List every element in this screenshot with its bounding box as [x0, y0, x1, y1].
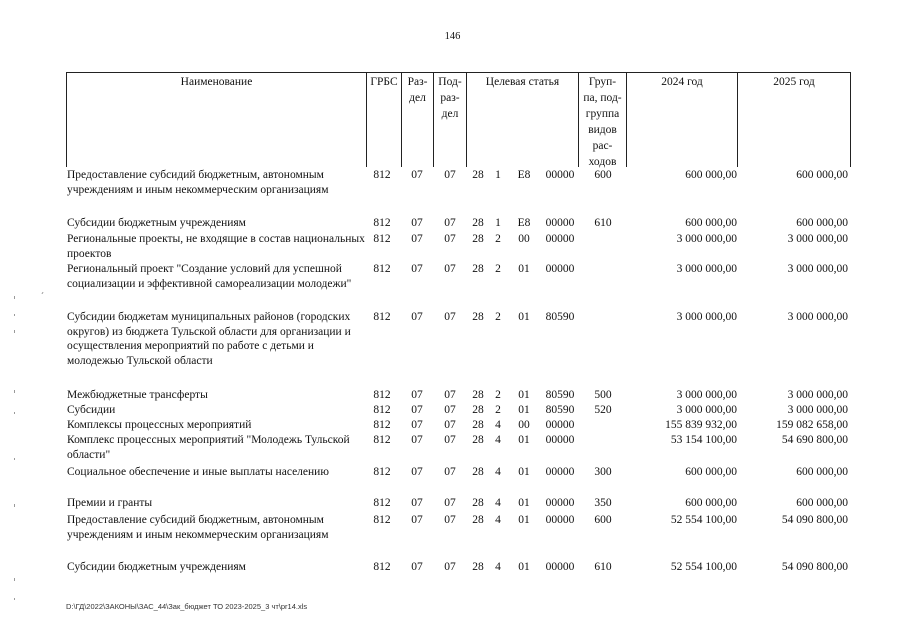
cell-t4: 00000 [545, 419, 575, 431]
cell-grbs: 812 [373, 497, 391, 509]
cell-t3: 01 [518, 263, 530, 275]
cell-t3: 01 [518, 434, 530, 446]
cell-t3: 01 [518, 514, 530, 526]
cell-vr: 300 [594, 466, 612, 478]
cell-grbs: 812 [373, 419, 391, 431]
cell-podrazdel: 07 [444, 311, 456, 323]
cell-y2025: 54 090 800,00 [781, 561, 848, 573]
cell-y2024: 52 554 100,00 [670, 514, 737, 526]
cell-y2024: 53 154 100,00 [670, 434, 737, 446]
row-name: Субсидии бюджетным учреждениям [67, 217, 246, 229]
cell-t3: 01 [518, 561, 530, 573]
cell-y2025: 54 090 800,00 [781, 514, 848, 526]
cell-y2024: 3 000 000,00 [676, 263, 737, 275]
cell-y2025: 3 000 000,00 [787, 263, 848, 275]
header-group: Груп- па, под- группа видов рас- ходов [583, 76, 622, 168]
row-name: Предоставление субсидий бюджетным, автономным учреждениям и иным некоммерческим организациям [67, 169, 329, 196]
cell-t1: 28 [472, 514, 484, 526]
cell-y2025: 600 000,00 [796, 217, 848, 229]
cell-grbs: 812 [373, 561, 391, 573]
cell-y2025: 600 000,00 [796, 169, 848, 181]
cell-podrazdel: 07 [444, 217, 456, 229]
row-name: Межбюджетные трансферты [67, 389, 208, 401]
cell-t1: 28 [472, 561, 484, 573]
cell-t2: 1 [495, 169, 501, 181]
cell-t4: 00000 [545, 497, 575, 509]
cell-t1: 28 [472, 466, 484, 478]
cell-t3: 00 [518, 233, 530, 245]
cell-grbs: 812 [373, 263, 391, 275]
cell-t1: 28 [472, 217, 484, 229]
cell-y2024: 600 000,00 [685, 217, 737, 229]
header-2024: 2024 год [661, 76, 703, 88]
cell-grbs: 812 [373, 514, 391, 526]
cell-grbs: 812 [373, 404, 391, 416]
cell-podrazdel: 07 [444, 561, 456, 573]
cell-vr: 600 [594, 169, 612, 181]
cell-grbs: 812 [373, 311, 391, 323]
cell-t4: 00000 [545, 217, 575, 229]
cell-t2: 4 [495, 561, 501, 573]
cell-vr: 350 [594, 497, 612, 509]
cell-y2024: 600 000,00 [685, 466, 737, 478]
cell-podrazdel: 07 [444, 169, 456, 181]
row-name: Субсидии [67, 404, 116, 416]
cell-t1: 28 [472, 497, 484, 509]
header-name: Наименование [180, 76, 253, 88]
cell-podrazdel: 07 [444, 389, 456, 401]
cell-t3: E8 [517, 169, 531, 181]
cell-y2024: 155 839 932,00 [665, 419, 737, 431]
cell-y2025: 54 690 800,00 [781, 434, 848, 446]
cell-t1: 28 [472, 419, 484, 431]
row-name: Социальное обеспечение и иные выплаты населению [67, 466, 329, 478]
cell-razdel: 07 [411, 466, 423, 478]
cell-razdel: 07 [411, 514, 423, 526]
cell-razdel: 07 [411, 389, 423, 401]
cell-podrazdel: 07 [444, 497, 456, 509]
cell-t4: 80590 [545, 311, 575, 323]
header-grbs: ГРБС [370, 76, 398, 88]
cell-t2: 2 [495, 233, 501, 245]
cell-podrazdel: 07 [444, 419, 456, 431]
cell-t4: 00000 [545, 263, 575, 275]
cell-grbs: 812 [373, 233, 391, 245]
cell-t2: 4 [495, 497, 501, 509]
cell-y2024: 52 554 100,00 [670, 561, 737, 573]
cell-t4: 00000 [545, 561, 575, 573]
cell-razdel: 07 [411, 404, 423, 416]
cell-t4: 00000 [545, 233, 575, 245]
cell-y2025: 3 000 000,00 [787, 389, 848, 401]
cell-t2: 4 [495, 466, 501, 478]
cell-vr: 500 [594, 389, 612, 401]
cell-razdel: 07 [411, 497, 423, 509]
cell-t2: 2 [495, 404, 501, 416]
cell-t3: 01 [518, 311, 530, 323]
cell-podrazdel: 07 [444, 263, 456, 275]
row-name: Предоставление субсидий бюджетным, автономным учреждениям и иным некоммерческим организациям [67, 514, 329, 541]
cell-t1: 28 [472, 389, 484, 401]
cell-t4: 00000 [545, 514, 575, 526]
cell-t2: 2 [495, 389, 501, 401]
cell-razdel: 07 [411, 419, 423, 431]
cell-y2025: 159 082 658,00 [776, 419, 848, 431]
header-razdel: Раз- дел [407, 76, 428, 104]
cell-vr: 610 [594, 561, 612, 573]
row-name: Региональный проект "Создание условий для успешной социализации и эффективной самореализации молодежи" [67, 263, 352, 290]
cell-razdel: 07 [411, 233, 423, 245]
cell-razdel: 07 [411, 434, 423, 446]
cell-razdel: 07 [411, 561, 423, 573]
cell-vr: 610 [594, 217, 612, 229]
header-target: Целевая статья [485, 76, 560, 88]
cell-t2: 4 [495, 514, 501, 526]
cell-grbs: 812 [373, 217, 391, 229]
cell-grbs: 812 [373, 466, 391, 478]
cell-razdel: 07 [411, 217, 423, 229]
cell-t4: 80590 [545, 404, 575, 416]
cell-t3: 01 [518, 389, 530, 401]
row-name: Субсидии бюджетам муниципальных районов (городских округов) из бюджета Тульской области для организации и осуществления мероприятий по работе с детьми и молодежью Тульской области [67, 311, 351, 367]
cell-podrazdel: 07 [444, 514, 456, 526]
cell-razdel: 07 [411, 169, 423, 181]
cell-t2: 2 [495, 263, 501, 275]
cell-t4: 00000 [545, 466, 575, 478]
cell-t3: 00 [518, 419, 530, 431]
cell-t2: 4 [495, 434, 501, 446]
cell-grbs: 812 [373, 389, 391, 401]
cell-t2: 4 [495, 419, 501, 431]
cell-razdel: 07 [411, 311, 423, 323]
row-name: Субсидии бюджетным учреждениям [67, 561, 246, 573]
cell-t1: 28 [472, 263, 484, 275]
cell-t4: 00000 [545, 434, 575, 446]
cell-y2025: 3 000 000,00 [787, 311, 848, 323]
header-podrazdel: Под- раз- дел [438, 76, 462, 120]
cell-y2024: 3 000 000,00 [676, 389, 737, 401]
footer-file-path: D:\ГД\2022\ЗАКОНЫ\ЗАС_44\Зак_бюджет ТО 2023-2025_3 чт\pr14.xls [66, 602, 308, 611]
cell-t1: 28 [472, 169, 484, 181]
row-name: Региональные проекты, не входящие в состав национальных проектов [67, 233, 365, 260]
cell-y2025: 3 000 000,00 [787, 233, 848, 245]
header-2025: 2025 год [773, 76, 815, 88]
cell-t3: E8 [517, 217, 531, 229]
cell-grbs: 812 [373, 434, 391, 446]
cell-t2: 2 [495, 311, 501, 323]
cell-vr: 600 [594, 514, 612, 526]
cell-grbs: 812 [373, 169, 391, 181]
cell-t2: 1 [495, 217, 501, 229]
cell-y2025: 600 000,00 [796, 497, 848, 509]
cell-t3: 01 [518, 497, 530, 509]
cell-y2024: 3 000 000,00 [676, 404, 737, 416]
cell-podrazdel: 07 [444, 466, 456, 478]
cell-t3: 01 [518, 466, 530, 478]
row-name: Комплексы процессных мероприятий [67, 419, 252, 431]
cell-t1: 28 [472, 233, 484, 245]
cell-y2024: 3 000 000,00 [676, 311, 737, 323]
cell-podrazdel: 07 [444, 434, 456, 446]
cell-t1: 28 [472, 404, 484, 416]
cell-y2024: 3 000 000,00 [676, 233, 737, 245]
cell-y2025: 600 000,00 [796, 466, 848, 478]
cell-vr: 520 [594, 404, 612, 416]
cell-t1: 28 [472, 434, 484, 446]
cell-podrazdel: 07 [444, 233, 456, 245]
cell-y2024: 600 000,00 [685, 169, 737, 181]
cell-t4: 00000 [545, 169, 575, 181]
cell-razdel: 07 [411, 263, 423, 275]
cell-t4: 80590 [545, 389, 575, 401]
cell-y2025: 3 000 000,00 [787, 404, 848, 416]
row-name: Премии и гранты [67, 497, 153, 509]
cell-t3: 01 [518, 404, 530, 416]
cell-y2024: 600 000,00 [685, 497, 737, 509]
cell-t1: 28 [472, 311, 484, 323]
page-number: 146 [444, 31, 461, 42]
row-name: Комплекс процессных мероприятий "Молодежь Тульской области" [67, 434, 350, 461]
cell-podrazdel: 07 [444, 404, 456, 416]
